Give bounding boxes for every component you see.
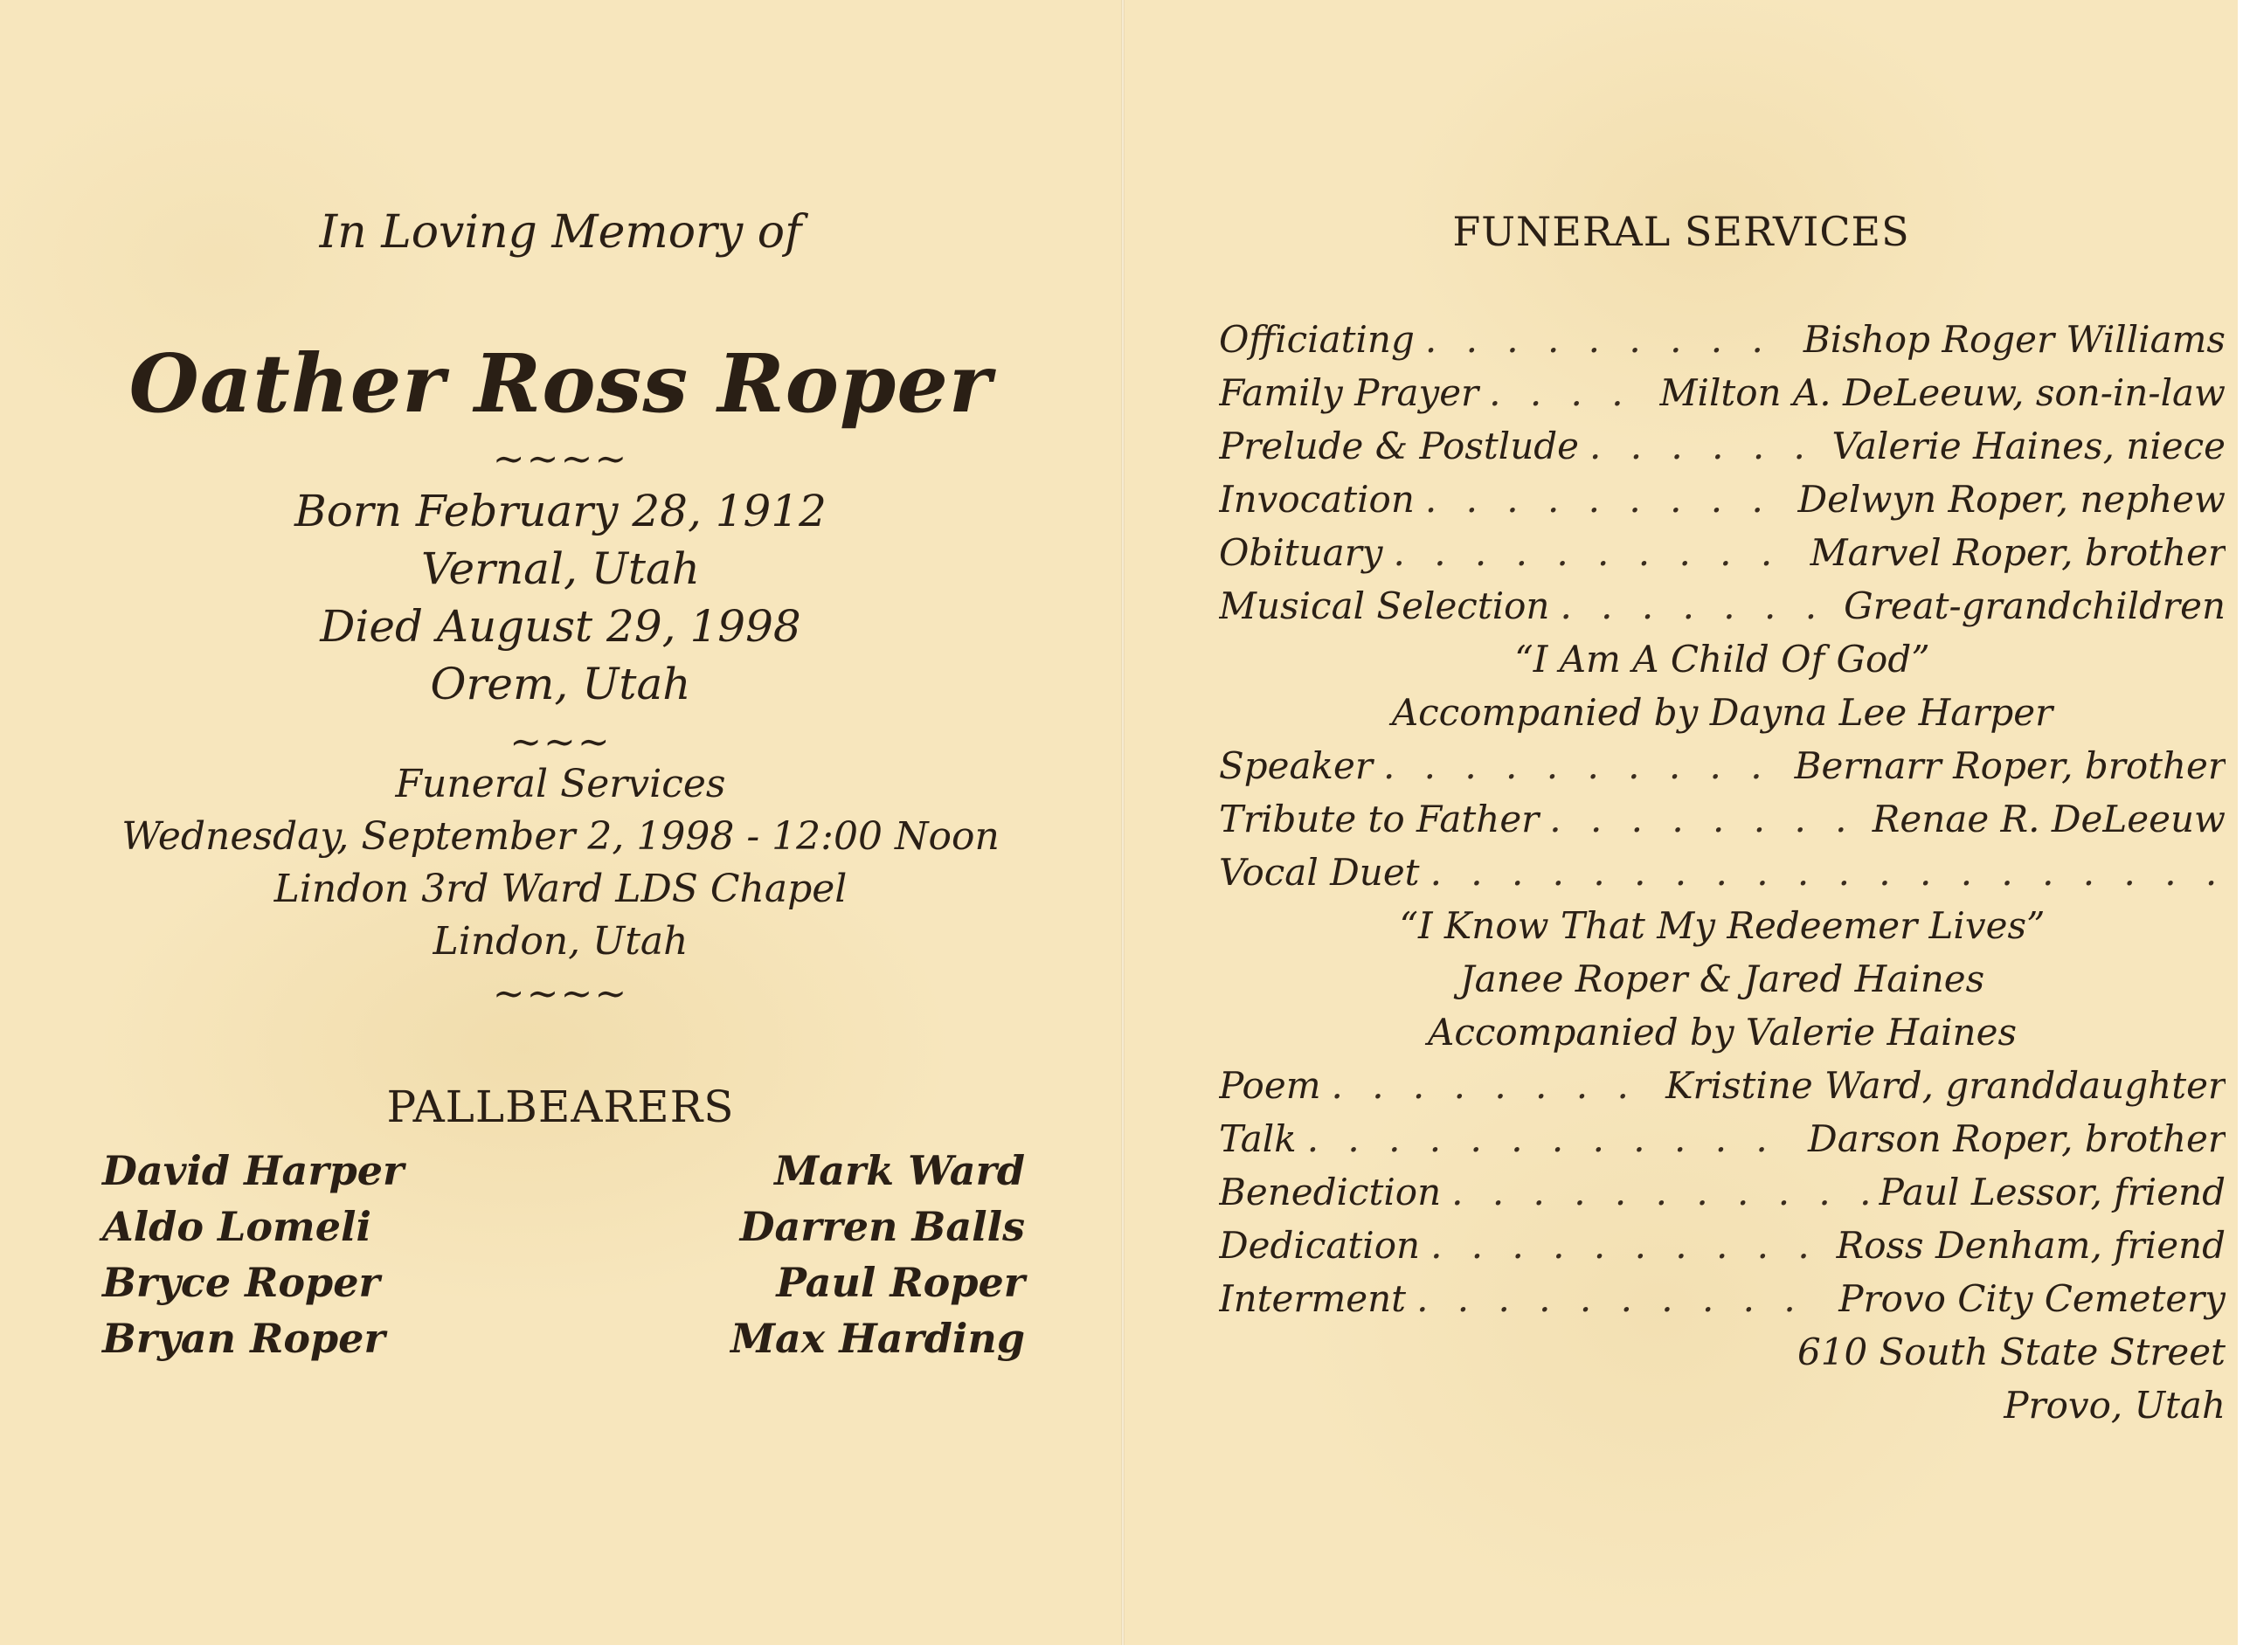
- program-person: Provo City Cemetery: [1838, 1277, 2226, 1320]
- program-person: Marvel Roper, brother: [1810, 531, 2226, 574]
- program-role: Tribute to Father: [1219, 798, 1540, 840]
- death-date: Died August 29, 1998: [320, 601, 801, 652]
- program-person: Milton A. DeLeeuw, son-in-law: [1659, 371, 2226, 414]
- pallbearers-left-list: [102, 1143, 404, 1366]
- program-role: Talk: [1219, 1117, 1297, 1160]
- program-note: “I Am A Child Of God”: [1514, 638, 1930, 681]
- pallbearer-name: Mark Ward: [774, 1147, 1025, 1194]
- program-entry: [1219, 366, 2226, 419]
- program-person: Valerie Haines, niece: [1831, 425, 2226, 467]
- program-role: Speaker: [1219, 744, 1373, 787]
- program-note: Accompanied by Dayna Lee Harper: [1391, 691, 2053, 734]
- program-entry: [1219, 1112, 2226, 1165]
- program-entry: [1219, 579, 2226, 632]
- dot-leader: [1489, 366, 1649, 419]
- dot-leader: [1589, 419, 1821, 473]
- pallbearer-name: Aldo Lomeli: [102, 1203, 371, 1250]
- program-role: Prelude & Postlude: [1219, 425, 1580, 467]
- ornament-divider: ~~~~: [492, 971, 629, 1016]
- dot-leader: [1430, 846, 2215, 899]
- program-person: Bernarr Roper, brother: [1794, 744, 2226, 787]
- program-entry: [1219, 1165, 2226, 1219]
- program-role: Invocation: [1219, 478, 1415, 521]
- pallbearer-name: Bryce Roper: [102, 1259, 380, 1306]
- interment-city: Provo, Utah: [2004, 1384, 2226, 1427]
- program-role: Vocal Duet: [1219, 851, 1420, 894]
- dot-leader: [1394, 526, 1800, 579]
- dot-leader: [1383, 739, 1784, 792]
- pallbearer-name: Darren Balls: [739, 1203, 1025, 1250]
- funeral-services-heading: FUNERAL SERVICES: [1452, 208, 1910, 255]
- program-entry: [1219, 1219, 2226, 1272]
- death-place: Orem, Utah: [430, 659, 691, 709]
- dot-leader: [1430, 1219, 1826, 1272]
- left-panel: [0, 0, 1121, 1645]
- program-role: Poem: [1219, 1064, 1321, 1107]
- program-entry: [1219, 313, 2226, 366]
- program-person: Ross Denham, friend: [1836, 1224, 2226, 1267]
- program-person: Kristine Ward, granddaughter: [1665, 1064, 2226, 1107]
- ornament-divider: ~~~~: [492, 437, 629, 481]
- service-title: Funeral Services: [395, 762, 726, 806]
- program-role: Interment: [1219, 1277, 1407, 1320]
- program-role: Obituary: [1219, 531, 1383, 574]
- right-panel: [1125, 0, 2238, 1645]
- dot-leader: [1549, 792, 1862, 846]
- program-entry: [1219, 846, 2226, 899]
- pallbearer-name: Bryan Roper: [102, 1315, 385, 1362]
- program-entry: [1219, 473, 2226, 526]
- program-entry: [1219, 1059, 2226, 1112]
- dot-leader: [1332, 1059, 1656, 1112]
- deceased-name: Oather Ross Roper: [128, 336, 993, 431]
- program-entry: [1219, 419, 2226, 473]
- dot-leader: [1425, 313, 1793, 366]
- program-entry: [1219, 792, 2226, 846]
- program-person: Delwyn Roper, nephew: [1797, 478, 2226, 521]
- pallbearer-name: Max Harding: [730, 1315, 1025, 1362]
- program-person: Great-grandchildren: [1844, 584, 2226, 627]
- dot-leader: [1425, 473, 1788, 526]
- program-role: Musical Selection: [1219, 584, 1550, 627]
- ornament-divider: ~~~: [509, 720, 612, 764]
- program-role: Dedication: [1219, 1224, 1421, 1267]
- program-note: “I Know That My Redeemer Lives”: [1399, 904, 2046, 947]
- service-location: Lindon 3rd Ward LDS Chapel: [273, 867, 848, 911]
- program-person: Renae R. DeLeeuw: [1872, 798, 2226, 840]
- program-entry: [1219, 526, 2226, 579]
- program-role: Benediction: [1219, 1171, 1442, 1213]
- dot-leader: [1416, 1272, 1828, 1325]
- program-note: Janee Roper & Jared Haines: [1459, 957, 1985, 1000]
- pallbearers-right-list: [730, 1143, 1025, 1366]
- program-person: Paul Lessor, friend: [1879, 1171, 2226, 1213]
- birth-place: Vernal, Utah: [420, 543, 701, 594]
- dot-leader: [1560, 579, 1833, 632]
- birth-date: Born February 28, 1912: [294, 486, 827, 536]
- dot-leader: [1307, 1112, 1797, 1165]
- program-role: Family Prayer: [1219, 371, 1479, 414]
- program-role: Officiating: [1219, 318, 1415, 361]
- service-date: Wednesday, September 2, 1998 - 12:00 Noon: [121, 814, 1000, 859]
- program-entry: [1219, 739, 2226, 792]
- program-person: Bishop Roger Williams: [1803, 318, 2226, 361]
- dot-leader: [1451, 1165, 1868, 1219]
- program-entry: [1219, 1272, 2226, 1325]
- pallbearers-heading: PALLBEARERS: [386, 1082, 735, 1132]
- interment-address: 610 South State Street: [1797, 1331, 2226, 1373]
- service-city: Lindon, Utah: [433, 919, 689, 964]
- program-note: Accompanied by Valerie Haines: [1427, 1011, 2018, 1054]
- pallbearer-name: Paul Roper: [776, 1259, 1025, 1306]
- pallbearer-name: David Harper: [102, 1147, 405, 1194]
- program-list: [1219, 313, 2226, 1432]
- memory-heading: In Loving Memory of: [319, 206, 802, 259]
- program-person: Darson Roper, brother: [1808, 1117, 2226, 1160]
